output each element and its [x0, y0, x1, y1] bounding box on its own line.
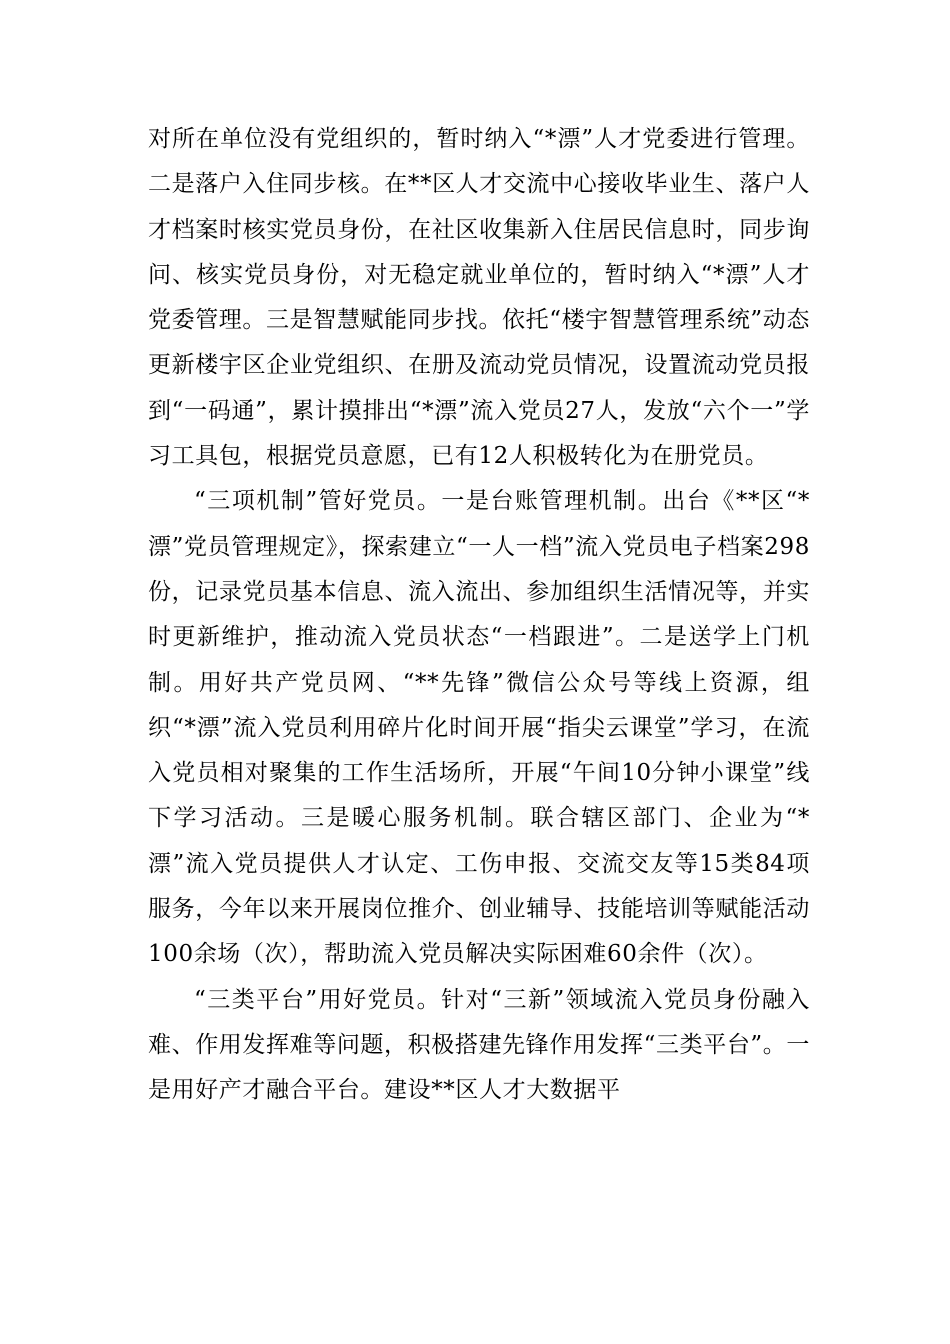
paragraph-three-mechanisms: “三项机制”管好党员。一是台账管理机制。出台《**区“*漂”党员管理规定》，探索建立“一人一档”流入党员电子档案298份，记录党员基本信息、流入流出、参加组织生活情况等，并实时更新维护，推动流入党员状态“一档跟进”。二是送学上门机制。用好共产党员网、“**先锋”微信公众号等线上资源，组织“*漂”流入党员利用碎片化时间开展“指尖云课堂”学习，在流入党员相对聚集的工作生活场所，开展“午间10分钟小课堂”线下学习活动。三是暖心服务机制。联合辖区部门、企业为“*漂”流入党员提供人才认定、工伤申报、交流交友等15类84项服务，今年以来开展岗位推介、创业辅导、技能培训等赋能活动100余场（次），帮助流入党员解决实际困难60余件（次）。 [148, 488, 810, 968]
paragraph-continuation: 对所在单位没有党组织的，暂时纳入“*漂”人才党委进行管理。二是落户入住同步核。在**区人才交流中心接收毕业生、落户人才档案时核实党员身份，在社区收集新入住居民信息时，同步询问、核实党员身份，对无稳定就业单位的，暂时纳入“*漂”人才党委管理。三是智慧赋能同步找。依托“楼宇智慧管理系统”动态更新楼宇区企业党组织、在册及流动党员情况，设置流动党员报到“一码通”，累计摸排出“*漂”流入党员27人，发放“六个一”学习工具包，根据党员意愿，已有12人积极转化为在册党员。 [148, 126, 810, 470]
document-body [148, 117, 810, 1114]
paragraph-three-platforms: “三类平台”用好党员。针对“三新”领域流入党员身份融入难、作用发挥难等问题，积极搭建先锋作用发挥“三类平台”。一是用好产才融合平台。建设**区人才大数据平 [148, 986, 810, 1104]
